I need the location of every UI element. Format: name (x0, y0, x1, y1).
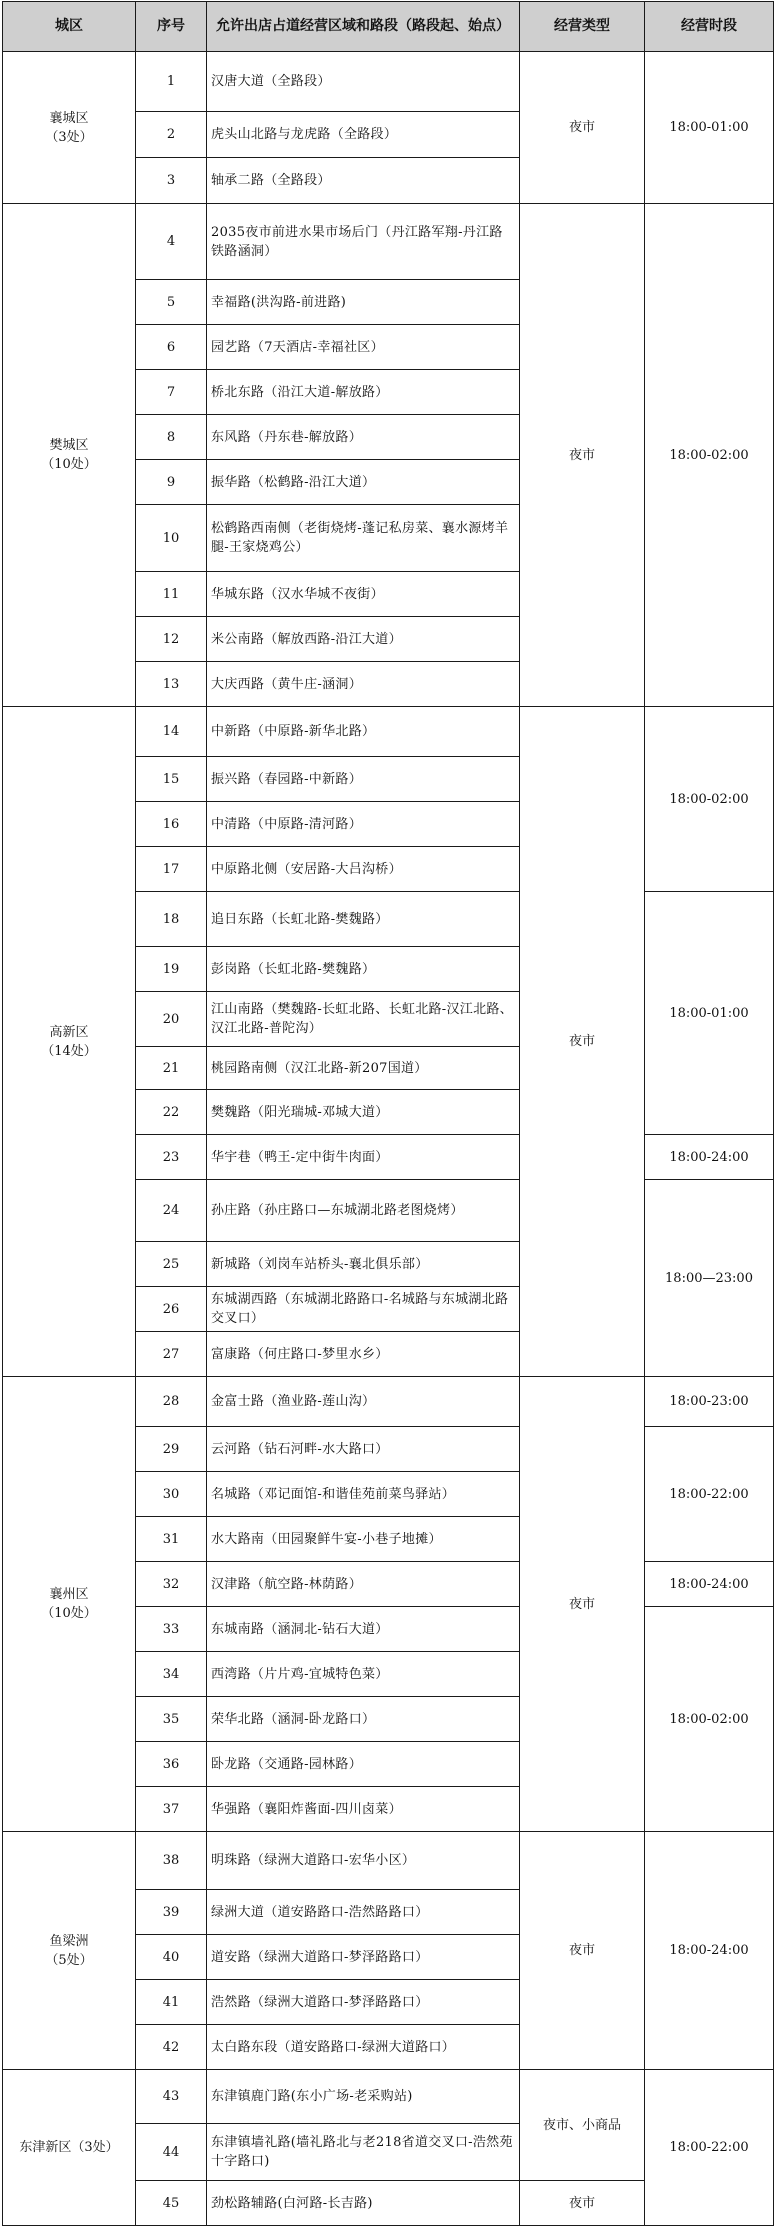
road-segment: 米公南路（解放西路-沿江大道） (207, 617, 520, 662)
road-segment: 名城路（邓记面馆-和谐佳苑前菜鸟驿站） (207, 1472, 520, 1517)
row-number: 10 (136, 505, 207, 572)
district-cell (3, 1377, 136, 1832)
row-number: 25 (136, 1242, 207, 1287)
road-segment: 荣华北路（涵洞-卧龙路口） (207, 1697, 520, 1742)
business-type: 夜市 (520, 52, 645, 204)
row-number: 2 (136, 112, 207, 158)
road-segment: 金富士路（渔业路-莲山沟） (207, 1377, 520, 1427)
table-row (3, 1377, 774, 1427)
row-number: 29 (136, 1427, 207, 1472)
road-segment: 桥北东路（沿江大道-解放路） (207, 370, 520, 415)
row-number: 39 (136, 1890, 207, 1935)
road-segment: 东风路（丹东巷-解放路） (207, 415, 520, 460)
district-count: （3处） (45, 129, 93, 145)
district-name: 樊城区 (49, 438, 89, 453)
row-number: 43 (136, 2070, 207, 2124)
road-segment: 彭岗路（长虹北路-樊魏路） (207, 947, 520, 992)
row-number: 24 (136, 1180, 207, 1242)
row-number: 32 (136, 1562, 207, 1607)
district-cell (3, 204, 136, 707)
business-hours: 18:00-22:00 (645, 2070, 774, 2226)
road-segment: 幸福路(洪沟路-前进路) (207, 280, 520, 325)
business-hours: 18:00-24:00 (645, 1832, 774, 2070)
business-hours: 18:00-02:00 (645, 707, 774, 892)
row-number: 30 (136, 1472, 207, 1517)
business-type: 夜市 (520, 1377, 645, 1832)
row-number: 6 (136, 325, 207, 370)
road-segment: 中清路（中原路-清河路） (207, 802, 520, 847)
row-number: 3 (136, 158, 207, 204)
road-segment: 2035夜市前进水果市场后门（丹江路军翔-丹江路铁路涵洞） (207, 204, 520, 280)
table-header-row (3, 2, 774, 52)
road-segment: 江山南路（樊魏路-长虹北路、长虹北路-汉江北路、汉江北路-普陀沟） (207, 992, 520, 1047)
road-segment: 富康路（何庄路口-梦里水乡） (207, 1332, 520, 1377)
road-segment: 汉津路（航空路-林荫路） (207, 1562, 520, 1607)
row-number: 14 (136, 707, 207, 757)
row-number: 16 (136, 802, 207, 847)
business-hours: 18:00-23:00 (645, 1377, 774, 1427)
road-segment: 华城东路（汉水华城不夜街） (207, 572, 520, 617)
row-number: 38 (136, 1832, 207, 1890)
business-type: 夜市 (520, 2181, 645, 2226)
row-number: 45 (136, 2181, 207, 2226)
road-segment: 太白路东段（道安路路口-绿洲大道路口） (207, 2025, 520, 2070)
row-number: 41 (136, 1980, 207, 2025)
business-type: 夜市 (520, 707, 645, 1377)
row-number: 21 (136, 1047, 207, 1090)
row-number: 34 (136, 1652, 207, 1697)
row-number: 36 (136, 1742, 207, 1787)
road-segment: 大庆西路（黄牛庄-涵洞） (207, 662, 520, 707)
road-segment: 东城南路（涵洞北-钻石大道） (207, 1607, 520, 1652)
row-number: 8 (136, 415, 207, 460)
header-area: 允许出店占道经营区域和路段（路段起、始点） (207, 2, 520, 52)
table-row (3, 1832, 774, 1890)
district-count: （10处） (41, 457, 97, 472)
road-segment: 轴承二路（全路段） (207, 158, 520, 204)
row-number: 4 (136, 204, 207, 280)
road-segment: 明珠路（绿洲大道路口-宏华小区） (207, 1832, 520, 1890)
road-segment: 孙庄路（孙庄路口—东城湖北路老图烧烤） (207, 1180, 520, 1242)
row-number: 27 (136, 1332, 207, 1377)
row-number: 20 (136, 992, 207, 1047)
road-segment: 樊魏路（阳光瑞城-邓城大道） (207, 1090, 520, 1135)
road-segment: 水大路南（田园聚鲜牛宴-小巷子地摊） (207, 1517, 520, 1562)
row-number: 11 (136, 572, 207, 617)
road-segment: 卧龙路（交通路-园林路） (207, 1742, 520, 1787)
row-number: 13 (136, 662, 207, 707)
row-number: 5 (136, 280, 207, 325)
row-number: 33 (136, 1607, 207, 1652)
road-segment: 绿洲大道（道安路路口-浩然路路口） (207, 1890, 520, 1935)
table-row (3, 2070, 774, 2124)
district-cell (3, 707, 136, 1377)
district-name: 鱼梁洲 (49, 1933, 89, 1949)
row-number: 22 (136, 1090, 207, 1135)
business-hours: 18:00-22:00 (645, 1427, 774, 1562)
header-number: 序号 (136, 2, 207, 52)
table-row (3, 204, 774, 280)
business-hours: 18:00—23:00 (645, 1180, 774, 1377)
district-cell (3, 2070, 136, 2226)
business-hours: 18:00-02:00 (645, 1607, 774, 1832)
road-segment: 东津镇墙礼路(墙礼路北与老218省道交叉口-浩然苑十字路口) (207, 2124, 520, 2181)
district-name: 东津新区（3处） (19, 2140, 119, 2155)
business-type: 夜市 (520, 204, 645, 707)
road-segment: 东津镇鹿门路(东小广场-老采购站) (207, 2070, 520, 2124)
district-cell (3, 1832, 136, 2070)
table-row (3, 52, 774, 112)
row-number: 26 (136, 1287, 207, 1332)
row-number: 37 (136, 1787, 207, 1832)
road-segment: 虎头山北路与龙虎路（全路段） (207, 112, 520, 158)
road-segment: 华强路（襄阳炸酱面-四川卤菜） (207, 1787, 520, 1832)
road-segment: 桃园路南侧（汉江北路-新207国道） (207, 1047, 520, 1090)
road-segment: 振兴路（春园路-中新路） (207, 757, 520, 802)
road-segment: 西湾路（片片鸡-宜城特色菜） (207, 1652, 520, 1697)
row-number: 12 (136, 617, 207, 662)
row-number: 31 (136, 1517, 207, 1562)
row-number: 28 (136, 1377, 207, 1427)
business-hours: 18:00-01:00 (645, 52, 774, 204)
business-type: 夜市、小商品 (520, 2070, 645, 2181)
road-segment: 中原路北侧（安居路-大吕沟桥） (207, 847, 520, 892)
district-name: 襄城区 (49, 110, 89, 126)
row-number: 7 (136, 370, 207, 415)
row-number: 19 (136, 947, 207, 992)
road-segment: 汉唐大道（全路段） (207, 52, 520, 112)
district-name: 高新区 (49, 1024, 89, 1040)
row-number: 17 (136, 847, 207, 892)
road-segment: 振华路（松鹤路-沿江大道） (207, 460, 520, 505)
header-type: 经营类型 (520, 2, 645, 52)
row-number: 42 (136, 2025, 207, 2070)
table-row (3, 707, 774, 757)
row-number: 44 (136, 2124, 207, 2181)
road-segment: 园艺路（7天酒店-幸福社区） (207, 325, 520, 370)
business-hours: 18:00-24:00 (645, 1562, 774, 1607)
business-type: 夜市 (520, 1832, 645, 2070)
road-segment: 东城湖西路（东城湖北路路口-名城路与东城湖北路交叉口） (207, 1287, 520, 1332)
road-segment: 松鹤路西南侧（老街烧烤-蓬记私房菜、襄水源烤羊腿-王家烧鸡公） (207, 505, 520, 572)
road-segment: 劲松路辅路(白河路-长吉路) (207, 2181, 520, 2226)
row-number: 40 (136, 1935, 207, 1980)
district-count: （5处） (45, 1952, 93, 1968)
header-district: 城区 (3, 2, 136, 52)
district-count: （10处） (41, 1606, 97, 1621)
road-segment: 中新路（中原路-新华北路） (207, 707, 520, 757)
road-segment: 追日东路（长虹北路-樊魏路） (207, 892, 520, 947)
row-number: 18 (136, 892, 207, 947)
district-name: 襄州区 (49, 1587, 89, 1602)
business-hours: 18:00-24:00 (645, 1135, 774, 1180)
district-count: （14处） (41, 1043, 97, 1059)
business-hours: 18:00-02:00 (645, 204, 774, 707)
header-hours: 经营时段 (645, 2, 774, 52)
district-cell (3, 52, 136, 204)
business-hours: 18:00-01:00 (645, 892, 774, 1135)
row-number: 15 (136, 757, 207, 802)
road-segment: 新城路（刘岗车站桥头-襄北俱乐部） (207, 1242, 520, 1287)
road-segment: 道安路（绿洲大道路口-梦泽路路口） (207, 1935, 520, 1980)
row-number: 35 (136, 1697, 207, 1742)
road-segment: 云河路（钻石河畔-水大路口） (207, 1427, 520, 1472)
row-number: 1 (136, 52, 207, 112)
row-number: 9 (136, 460, 207, 505)
road-segment: 浩然路（绿洲大道路口-梦泽路路口） (207, 1980, 520, 2025)
row-number: 23 (136, 1135, 207, 1180)
road-market-table (2, 1, 774, 2226)
road-segment: 华宇巷（鸭王-定中街牛肉面） (207, 1135, 520, 1180)
